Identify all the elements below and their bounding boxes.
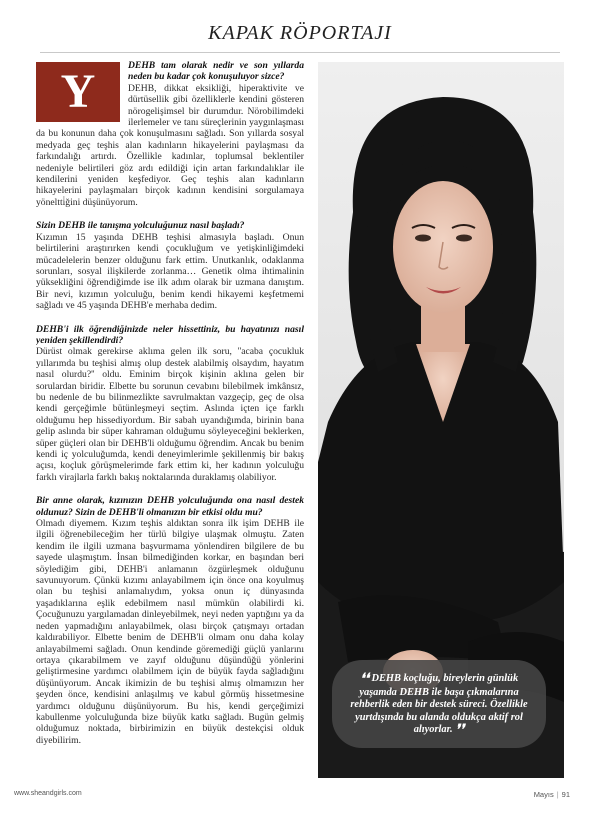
footer-website: www.sheandgirls.com: [14, 790, 82, 797]
question-3: DEHB'i ilk öğrendiğinizde neler hissettiniz, bu hayatınızı nasıl yeniden şekillendirdi?: [36, 323, 304, 346]
article-body: [36, 60, 304, 795]
header-divider: [40, 52, 560, 53]
page-number: 91: [561, 790, 570, 799]
dropcap-letter: Y: [36, 62, 120, 122]
answer-4: Olmadı diyemem. Kızım teşhis aldıktan sonra ilk işim DEHB ile ilgili öğrenebileceğim her türlü bilgiye ulaşmak olmuştu. Zaten kendim ile ilgili uzmana başvurmama yönlendiren bilgilere de bu sayede ulaşmıştım. İnsan bilmediğinden korkar, en başından beri söylediğim gibi, DEHB'i anlamanın özgürleşmek olduğunu savunuyorum. Çünkü kızımı anlayabilmem için önce ona koyulmuş olan bu teşhisi anlamalıydım, yoksa onun iç dünyasında yaşadıklarına eşlik edebilmem nasıl mümkün olabilirdi ki. Çocuğunuzu yargılamadan dinleyebilmek, neyi neden yaptığını ya da neden yapmadığını anlayabilmek, olası birçok çatışmayı ortadan kaldırabiliyor. Elbette benim de DEHB'li olmam onu daha kolay anlayabilmemi sağladı. Onun kendinde göremediği güçlü yanlarını ortaya çıkarabilmem ve zayıf olduğunu düşündüğü yönlerini geliştirmesine yardımcı olabilmem için de büyük fayda sağladığını düşünüyorum. Ancak ikimizin de bu teşhisi almış olmamızın her şeyden önce, kendisini anlaşılmış ve kabul görmüş hissetmesine yardımcı olduğunu düşünüyorum. Bu his, kendi gerçeğimizi kabullenme yolculuğunda bize büyük katkı sağladı. Bugün gelmiş olduğumuz noktada, birbirimizin en büyük destekçisi olduk diyebilirim.: [36, 518, 304, 746]
answer-3: Dürüst olmak gerekirse aklıma gelen ilk soru, ''acaba çocukluk yıllarımda bu teşhisi almış olup destek alabilmiş olsaydım, hayatım nasıl olurdu?'' oldu. Eminim birçok kişinin aklına gelen bir sorulardan biridir. Elbette bu sorunun cevabını bilebilmek imkânsız, bu nedenle de bu bilinmezlikte savrulmaktan vazgeçip, geç de olsa kendi gerçeğimle bütünleşmeyi seçtim. Aslında içten içe farklı olduğumu hep hissediyordum. Bir sabah uyandığımda, birinin bana gelip aslında bir süper kahraman olduğumu söyleyeceğini beklerken, süper güçleri olan bir DEHB'li olduğumu öğrendim. Ancak bu benim kendi iç yolculuğumda, kendi deneyimlerimle şekillenmiş bir bakış açısı, koçluk görüşmelerimde fark ettim ki, her kadının yolculuğu farklı virajlarla farklı bakış noktalarında duraklamış olabiliyor.: [36, 346, 304, 483]
question-4: Bir anne olarak, kızınızın DEHB yolculuğunda ona nasıl destek oldunuz? Sizin de DEHB'li olmanızın bir etkisi oldu mu?: [36, 495, 304, 518]
answer-2: Kızımın 15 yaşında DEHB teşhisi almasıyla başladı. Onun belirtilerini araştırırken kendi çocukluğum ve yetişkinliğimdeki mücadelelerin benzer olduğunu fark ettim. Unutkanlık, odaklanma sorunları, sosyal ilişkilerde zorlanma… Genetik olma ihtimalinin yüksekliğini öğrendiğimde ise ilk adım olarak bir uzmana danıştım. Bir nevi, kızımın yolculuğu, benim kendi hikayemi keşfetmemi sağladı ve 45 yaşında DEHB'e merhaba dedim.: [36, 231, 304, 312]
section-title: KAPAK RÖPORTAJI: [208, 22, 392, 44]
close-quote-icon: ❜❜: [455, 723, 465, 738]
pull-quote: [332, 660, 546, 748]
pull-quote-text: DEHB koçluğu, bireylerin günlük yaşamda DEHB ile başa çıkmalarına rehberlik eden bir destek süreci. Özellikle yurtdışında bu alanda oldukça aktif rol alıyorlar.: [350, 673, 528, 735]
question-2: Sizin DEHB ile tanışma yolculuğunuz nasıl başladı?: [36, 220, 245, 232]
open-quote-icon: ❛❛: [359, 672, 369, 687]
footer-page-info: Mayıs | 91: [533, 790, 570, 799]
question-1: DEHB tam olarak nedir ve son yıllarda neden bu kadar çok konuşuluyor sizce?: [128, 60, 304, 83]
answer-1: DEHB, dikkat eksikliği, hiperaktivite ve dürtüsellik gibi özelliklerle kendini gösteren nörogelişimsel bir durumdur. Nörobilimdeki ilerlemeler ve tanı süreçlerinin yaygınlaşması da bu konunun daha çok konuşulmasını sağladı. Son yıllarda sosyal medyada geç teşhis alan kadınların hikayelerini paylaşması da farkındalığı artırdı. Özellikle kadınlar, toplumsal beklentiler nedeniyle belirtileri göz ardı edildiği için artan farkındalıklar ile kendilerini yeniden keşfediyor. Geç teşhis alan kadınların hikayelerini paylaşmaları birçok kadının kendisini sorgulamaya yöneltti̇ğini düşünüyorum.: [36, 82, 304, 208]
footer-month: Mayıs: [533, 790, 554, 799]
